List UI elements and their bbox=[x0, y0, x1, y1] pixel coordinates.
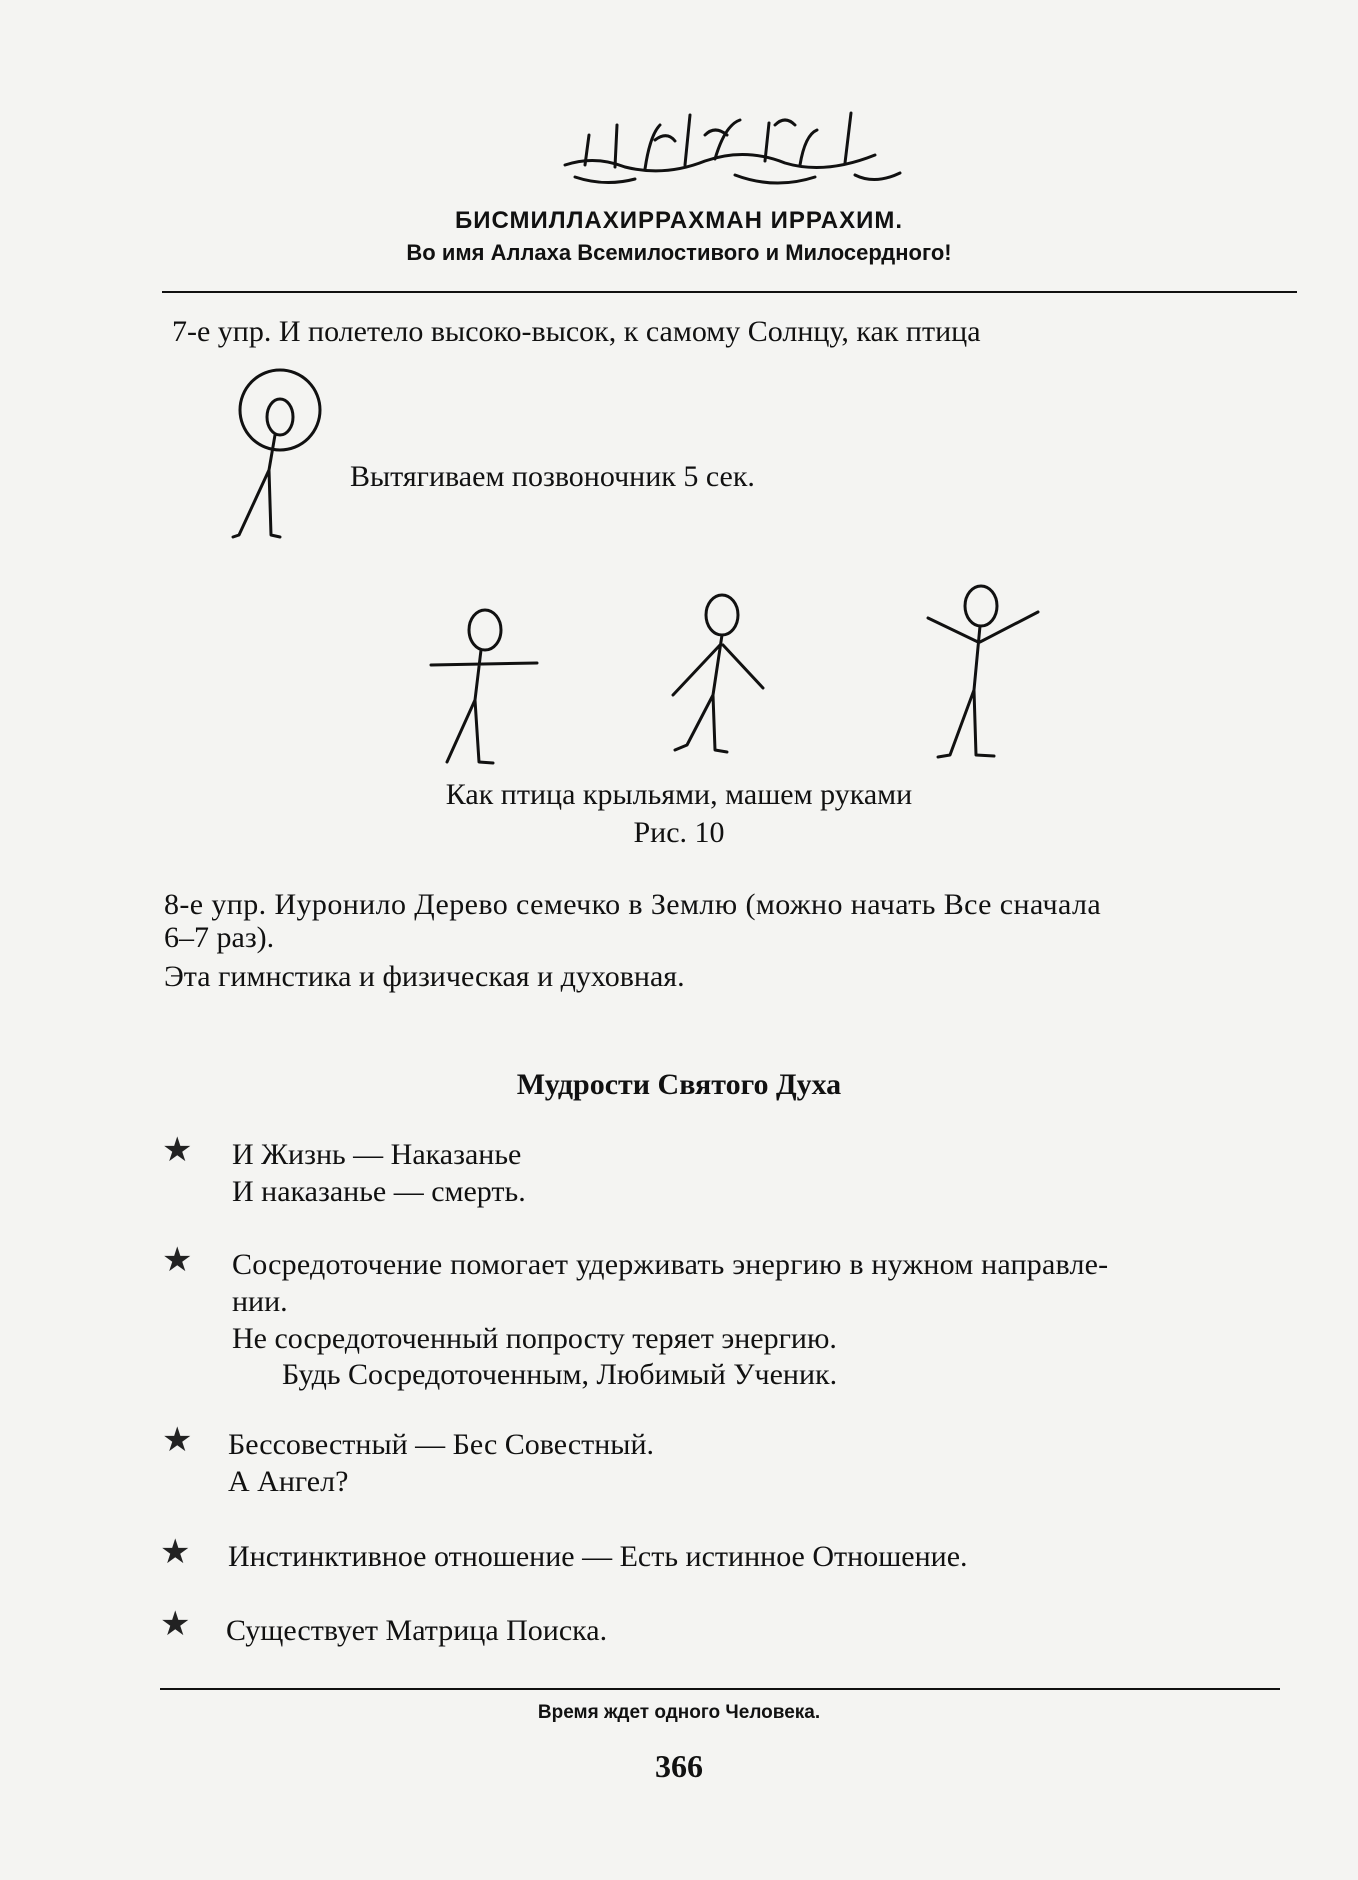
figure-label: Рис. 10 bbox=[633, 816, 725, 849]
page-subtitle: Во имя Аллаха Всемилостивого и Милосердного! bbox=[406, 240, 952, 265]
stick-figure-circle bbox=[225, 365, 335, 545]
wisdom-item-2-line-4: Будь Сосредоточенным, Любимый Ученик. bbox=[282, 1358, 838, 1391]
exercise8-line2: 6–7 раз). bbox=[164, 921, 275, 954]
stick-figure-arms-out bbox=[425, 605, 545, 770]
wisdom-item-1-line-1: И Жизнь — Наказанье bbox=[232, 1138, 522, 1171]
stick-figure-arms-up bbox=[920, 580, 1050, 765]
page-number: 366 bbox=[655, 1748, 703, 1784]
exercise8-line1: 8-е упр. Иуронило Дерево семечко в Землю (можно начать Все сначала bbox=[164, 888, 1102, 921]
exercise8-line3: Эта гимнстика и физическая и духовная. bbox=[164, 960, 685, 993]
wisdom-item-5-line-1: Существует Матрица Поиска. bbox=[226, 1614, 608, 1647]
star-icon: ★ bbox=[160, 1532, 191, 1572]
wisdom-item-3-line-1: Бессовестный — Бес Совестный. bbox=[228, 1428, 655, 1461]
star-icon: ★ bbox=[162, 1420, 193, 1460]
arabic-calligraphy bbox=[555, 95, 915, 195]
exercise7-heading: 7-е упр. И полетело высоко-высок, к самому Солнцу, как птица bbox=[172, 315, 981, 348]
wisdom-item-2-line-1: Сосредоточение помогает удерживать энергию в нужном направле- bbox=[232, 1248, 1109, 1281]
star-icon: ★ bbox=[162, 1240, 193, 1280]
footer-divider bbox=[160, 1688, 1280, 1690]
wisdom-item-2-line-3: Не сосредоточенный попросту теряет энергию. bbox=[232, 1322, 837, 1355]
stick-figure-arms-down bbox=[665, 590, 775, 765]
wisdom-item-2-line-2: нии. bbox=[232, 1285, 288, 1318]
star-icon: ★ bbox=[162, 1130, 193, 1170]
page-title: БИСМИЛЛАХИРРАХМАН ИРРАХИМ. bbox=[454, 207, 903, 234]
wisdom-item-1-line-2: И наказанье — смерть. bbox=[232, 1175, 526, 1208]
header-divider bbox=[162, 291, 1297, 293]
wisdom-item-4-line-1: Инстинктивное отношение — Есть истинное Отношение. bbox=[228, 1540, 968, 1573]
figure-caption: Как птица крыльями, машем руками bbox=[445, 778, 913, 811]
exercise7-instruction: Вытягиваем позвоночник 5 сек. bbox=[350, 460, 755, 493]
footer-text: Время ждет одного Человека. bbox=[537, 1702, 821, 1723]
star-icon: ★ bbox=[160, 1604, 191, 1644]
section-heading: Мудрости Святого Духа bbox=[516, 1068, 842, 1101]
wisdom-item-3-line-2: А Ангел? bbox=[228, 1465, 349, 1498]
